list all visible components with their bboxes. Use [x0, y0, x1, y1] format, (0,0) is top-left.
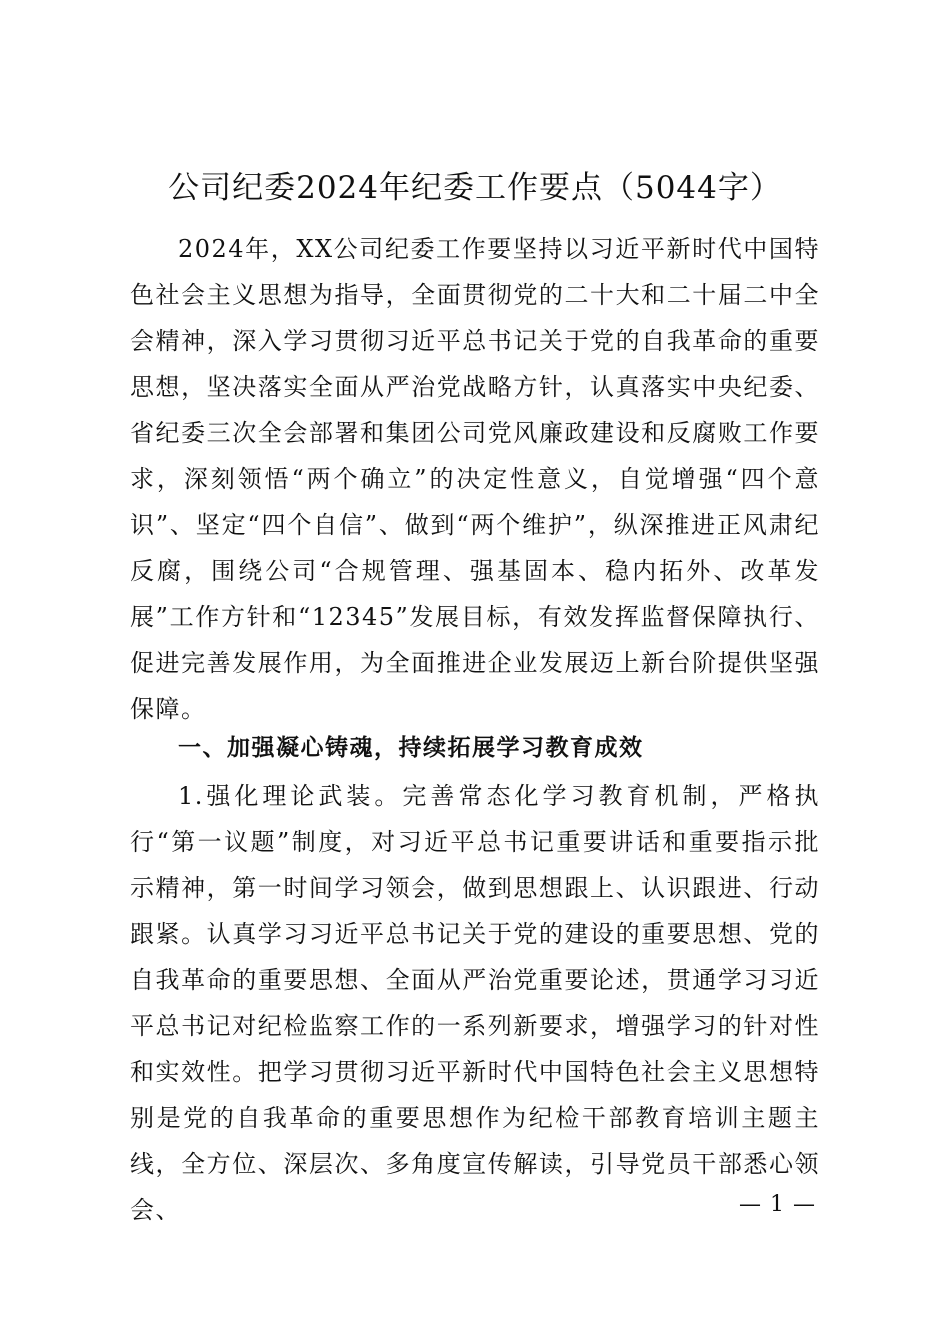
section-heading-1: 一、加强凝心铸魂，持续拓展学习教育成效 — [178, 735, 644, 761]
intro-paragraph: 2024年，XX公司纪委工作要坚持以习近平新时代中国特色社会主义思想为指导，全面贯彻党的二十大和二十届二中全会精神，深入学习贯彻习近平总书记关于党的自我革命的重要思想，坚决落实全面从严治党战略方针，认真落实中央纪委、省纪委三次全会部署和集团公司党风廉政建设和反腐败工作要求，深刻领悟“两个确立”的决定性意义，自觉增强“四个意识”、坚定“四个自信”、做到“两个维护”，纵深推进正风肃纪反腐，围绕公司“合规管理、强基固本、稳内拓外、改革发展”工作方针和“12345”发展目标，有效发挥监督保障执行、促进完善发展作用，为全面推进企业发展迈上新台阶提供坚强保障。 — [130, 235, 820, 723]
document-title: 公司纪委2024年纪委工作要点（5044字） — [168, 170, 782, 206]
page-number: — 1 — — [739, 1192, 816, 1217]
item-1-paragraph: 1.强化理论武装。完善常态化学习教育机制，严格执行“第一议题”制度，对习近平总书记重要讲话和重要指示批示精神，第一时间学习领会，做到思想跟上、认识跟进、行动跟紧。认真学习习近平总书记关于党的建设的重要思想、党的自我革命的重要思想、全面从严治党重要论述，贯通学习习近平总书记对纪检监察工作的一系列新要求，增强学习的针对性和实效性。把学习贯彻习近平新时代中国特色社会主义思想特别是党的自我革命的重要思想作为纪检干部教育培训主题主线，全方位、深层次、多角度宣传解读，引导党员干部悉心领会、 — [130, 782, 820, 1224]
